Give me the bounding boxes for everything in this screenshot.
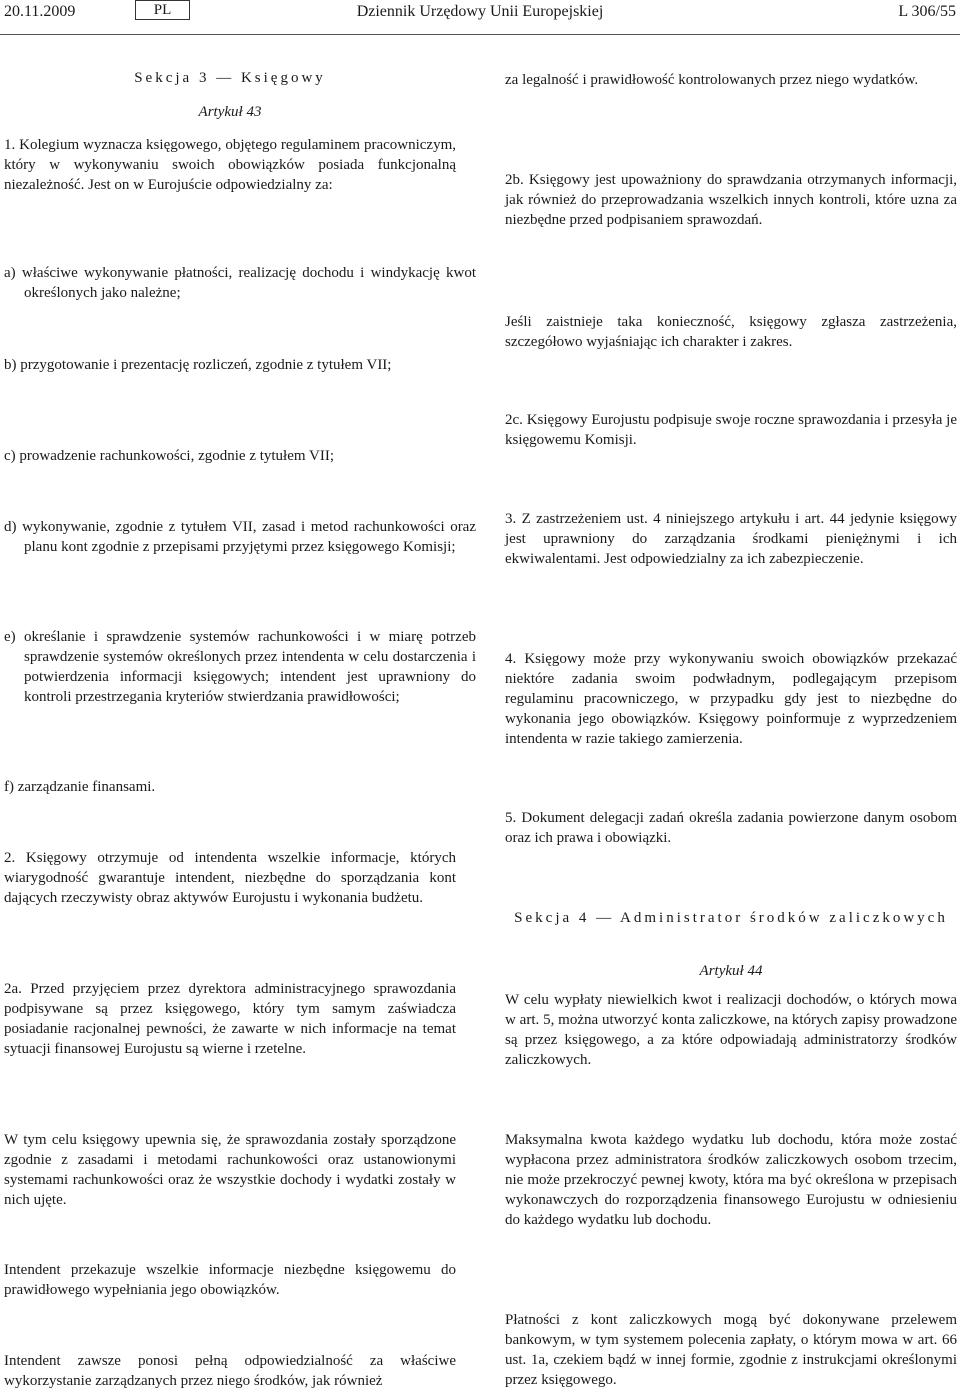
paragraph-reservations: Jeśli zaistnieje taka konieczność, księgowy zgłasza zastrzeżenia, szczegółowo wyjaśniając ich charakter i zakres. xyxy=(505,314,957,350)
list-item-e: e) określanie i sprawdzenie systemów rachunkowości i w miarę potrzeb sprawdzenie systemów określonych przez intendenta w celu dostarczenia i potwierdzenia informacji księgowych; intendent jest uprawniony do kontroli przestrzegania kryteriów stwierdzania prawidłowości; xyxy=(4,629,476,705)
paragraph-4: 4. Księgowy może przy wykonywaniu swoich obowiązków przekazać niektóre zadania swoim podwładnym, podlegającym przepisom regulaminu pracowniczego, w przypadku gdy jest to niezbędne do wykonania jego obowiązków. Księgowy poinformuje z wyprzedzeniem intendenta w razie takiego zamierzenia. xyxy=(505,651,957,747)
paragraph-continuation: za legalność i prawidłowość kontrolowanych przez niego wydatków. xyxy=(505,72,919,88)
paragraph-2a: 2a. Przed przyjęciem przez dyrektora administracyjnego sprawozdania podpisywane są przez księgowego, który tym samym zaświadcza posiadanie racjonalnej pewności, że zawarte w nich informacje na temat sytuacji finansowej Eurojustu są wierne i rzetelne. xyxy=(4,981,456,1057)
list-item-f: f) zarządzanie finansami. xyxy=(4,779,156,795)
list-item-d: d) wykonywanie, zgodnie z tytułem VII, zasad i metod rachunkowości oraz planu kont zgodnie z przepisami przyjętymi przez księgowego Komisji; xyxy=(4,519,476,555)
header-date: 20.11.2009 xyxy=(4,3,76,20)
paragraph-5: 5. Dokument delegacji zadań określa zadania powierzone danym osobom oraz ich prawa i obowiązki. xyxy=(505,810,957,846)
list-item-c: c) prowadzenie rachunkowości, zgodnie z tytułem VII; xyxy=(4,448,335,464)
article-44-paragraph-1: W celu wypłaty niewielkich kwot i realizacji dochodów, o których mowa w art. 5, można utworzyć konta zaliczkowe, na których zapisy prowadzone są przez księgowego, a za które odpowiadają administratorzy środków zaliczkowych. xyxy=(505,992,957,1068)
article-44-paragraph-2: Maksymalna kwota każdego wydatku lub dochodu, która może zostać wypłacona przez administratora środków zaliczkowych osobom trzecim, nie może przekroczyć pewnej kwoty, która ma być określona w przepisach wykonawczych do rozporządzenia finansowego Eurojustu w odniesieniu do każdego wydatku lub dochodu. xyxy=(505,1132,957,1228)
page-reference: L 306/55 xyxy=(898,3,956,20)
article-44-heading: Artykuł 44 xyxy=(699,963,763,979)
article-43-heading: Artykuł 43 xyxy=(198,104,262,120)
paragraph-2: 2. Księgowy otrzymuje od intendenta wszelkie informacje, których wiarygodność gwarantuje intendent, niezbędne do sporządzania kont dających rzeczywisty obraz aktywów Eurojustu i wykonania budżetu. xyxy=(4,850,456,906)
language-code-box: PL xyxy=(135,0,190,20)
list-item-b: b) przygotowanie i prezentację rozliczeń, zgodnie z tytułem VII; xyxy=(4,357,392,373)
section-3-heading: Sekcja 3 — Księgowy xyxy=(134,70,326,86)
paragraph-3: 3. Z zastrzeżeniem ust. 4 niniejszego artykułu i art. 44 jedynie księgowy jest uprawniony do zarządzania środkami pieniężnymi i ich ekwiwalentami. Jest odpowiedzialny za ich zabezpieczenie. xyxy=(505,511,957,567)
paragraph-purpose: W tym celu księgowy upewnia się, że sprawozdania zostały sporządzone zgodnie z zasadami i metodami rachunkowości oraz ustanowionymi systemami rachunkowości oraz że wszystkie dochody i wydatki zostały w nich ujęte. xyxy=(4,1132,456,1208)
paragraph-intendent-responsibility: Intendent zawsze ponosi pełną odpowiedzialność za właściwe wykorzystanie zarządzanych przez niego środków, jak również xyxy=(4,1353,456,1389)
journal-title: Dziennik Urzędowy Unii Europejskiej xyxy=(356,3,604,20)
paragraph-intendent: Intendent przekazuje wszelkie informacje niezbędne księgowemu do prawidłowego wypełniania jego obowiązków. xyxy=(4,1262,456,1298)
paragraph-2b: 2b. Księgowy jest upoważniony do sprawdzania otrzymanych informacji, jak również do przeprowadzania wszelkich innych kontroli, które uzna za niezbędne przed podpisaniem sprawozdań. xyxy=(505,172,957,228)
paragraph-2c: 2c. Księgowy Eurojustu podpisuje swoje roczne sprawozdania i przesyła je księgowemu Komisji. xyxy=(505,412,957,448)
article-44-paragraph-3: Płatności z kont zaliczkowych mogą być dokonywane przelewem bankowym, w tym systemem polecenia zapłaty, o którym mowa w art. 66 ust. 1a, czekiem bądź w innej formie, zgodnie z instrukcjami określonymi przez księgowego. xyxy=(505,1312,957,1388)
header-rule xyxy=(0,34,960,35)
list-item-a: a) właściwe wykonywanie płatności, realizację dochodu i windykację kwot określonych jako należne; xyxy=(4,265,476,301)
section-4-heading: Sekcja 4 — Administrator środków zaliczkowych xyxy=(514,910,948,926)
paragraph-1: 1. Kolegium wyznacza księgowego, objętego regulaminem pracowniczym, który w wykonywaniu swoich obowiązków posiada funkcjonalną niezależność. Jest on w Eurojuście odpowiedzialny za: xyxy=(4,137,456,193)
